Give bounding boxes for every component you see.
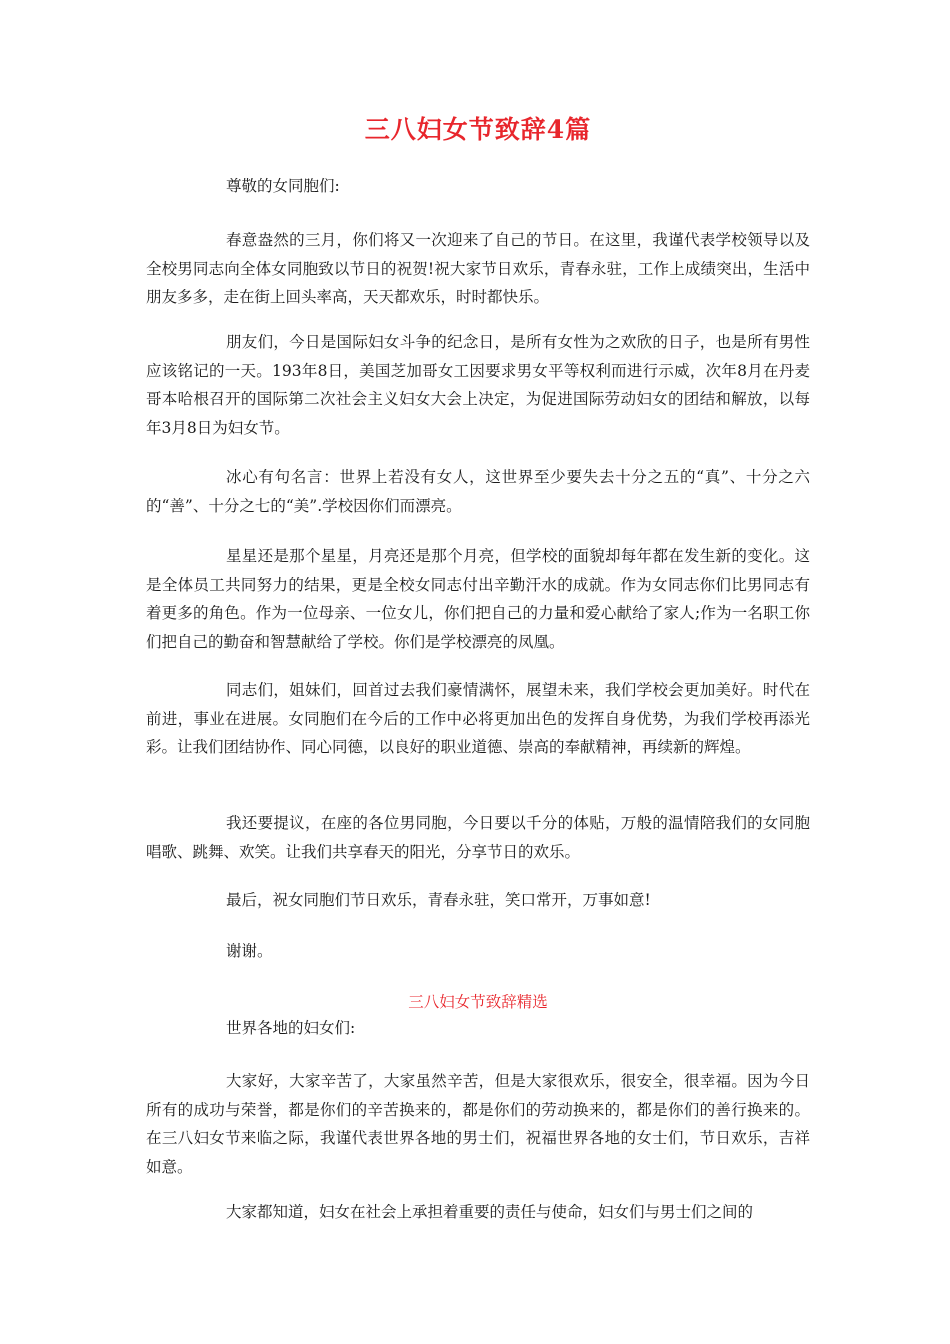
salutation: 世界各地的妇女们: [226,1019,356,1037]
paragraph: 朋友们，今日是国际妇女斗争的纪念日，是所有女性为之欢欣的日子，也是所有男性应该铭记的一天。193年8日，美国芝加哥女工因要求男女平等权利而进行示威，次年8月在丹麦哥本哈根召开的国际第二次社会主义妇女大会上决定，为促进国际劳动妇女的团结和解放，以每年3月8日为妇女节。 [146,333,810,437]
paragraph: 冰心有句名言：世界上若没有女人，这世界至少要失去十分之五的“真”、十分之六的“善”、十分之七的“美”.学校因你们而漂亮。 [146,468,810,515]
section-title: 三八妇女节致辞精选 [408,993,548,1011]
paragraph: 我还要提议，在座的各位男同胞，今日要以千分的体贴，万般的温情陪我们的女同胞唱歌、跳舞、欢笑。让我们共享春天的阳光，分享节日的欢乐。 [146,814,810,861]
paragraph: 春意盎然的三月，你们将又一次迎来了自己的节日。在这里，我谨代表学校领导以及全校男同志向全体女同胞致以节日的祝贺!祝大家节日欢乐，青春永驻，工作上成绩突出，生活中朋友多多，走在街上回头率高，天天都欢乐，时时都快乐。 [146,231,810,306]
document-title: 三八妇女节致辞4篇 [364,115,592,144]
paragraph: 同志们，姐妹们，回首过去我们豪情满怀，展望未来，我们学校会更加美好。时代在前进，事业在进展。女同胞们在今后的工作中必将更加出色的发挥自身优势，为我们学校再添光彩。让我们团结协作、同心同德，以良好的职业道德、崇高的奉献精神，再续新的辉煌。 [146,681,810,756]
paragraph: 大家好，大家辛苦了，大家虽然辛苦，但是大家很欢乐，很安全，很幸福。因为今日所有的成功与荣誉，都是你们的辛苦换来的，都是你们的劳动换来的，都是你们的善行换来的。在三八妇女节来临之际，我谨代表世界各地的男士们，祝福世界各地的女士们，节日欢乐，吉祥如意。 [146,1072,810,1176]
paragraph: 星星还是那个星星，月亮还是那个月亮，但学校的面貌却每年都在发生新的变化。这是全体员工共同努力的结果，更是全校女同志付出辛勤汗水的成就。作为女同志你们比男同志有着更多的角色。作为一位母亲、一位女儿，你们把自己的力量和爱心献给了家人;作为一名职工你们把自己的勤奋和智慧献给了学校。你们是学校漂亮的凤凰。 [146,547,810,651]
closing: 谢谢。 [226,942,273,960]
salutation: 尊敬的女同胞们: [226,177,340,195]
paragraph: 大家都知道，妇女在社会上承担着重要的责任与使命，妇女们与男士们之间的 [226,1203,754,1221]
paragraph: 最后，祝女同胞们节日欢乐，青春永驻，笑口常开，万事如意! [226,891,651,909]
